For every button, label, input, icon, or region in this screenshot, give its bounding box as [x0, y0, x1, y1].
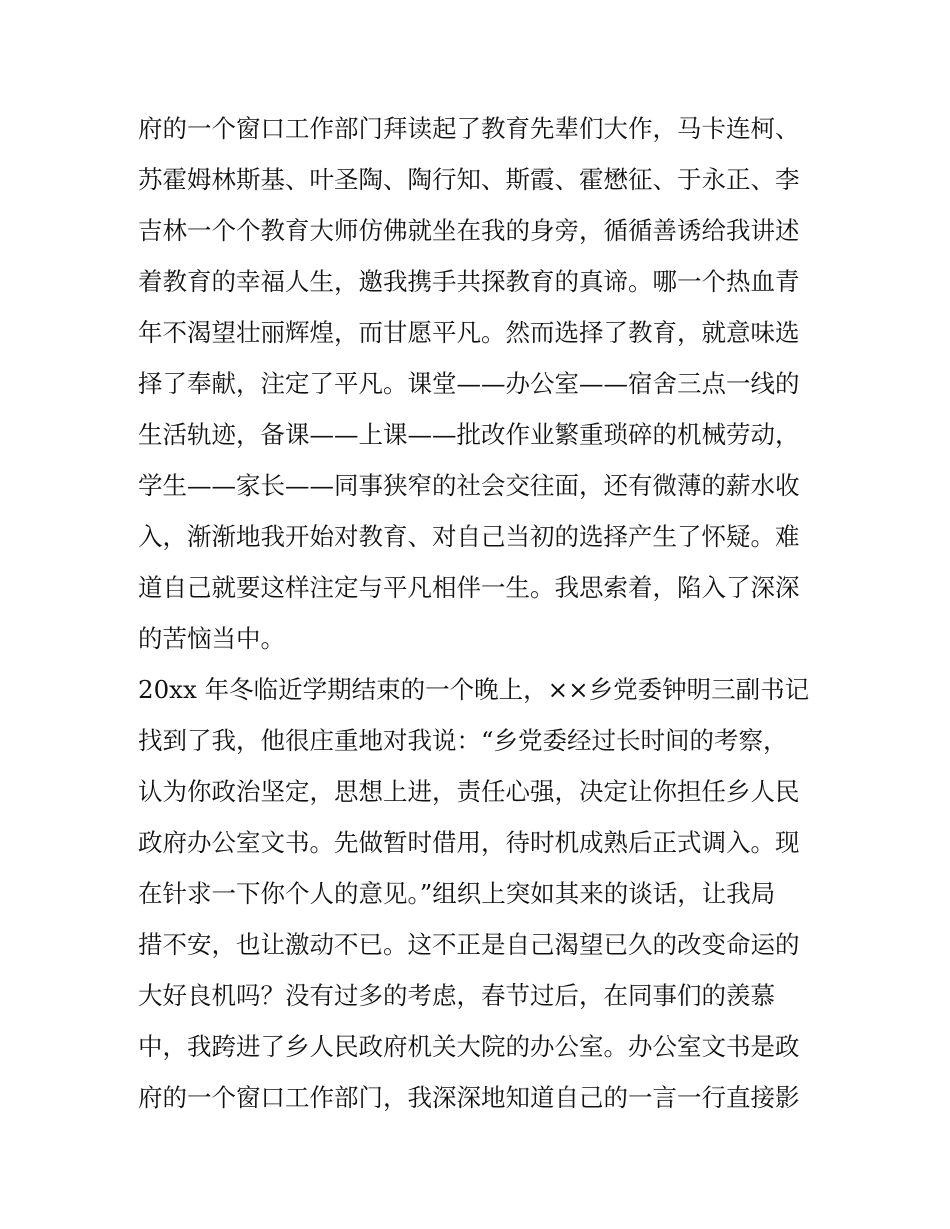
text-line: 中，我跨进了乡人民政府机关大院的办公室。办公室文书是政	[138, 1032, 800, 1061]
text-line: 入，渐渐地我开始对教育、对自己当初的选择产生了怀疑。难	[138, 522, 800, 551]
text-line: 20xx 年冬临近学期结束的一个晚上，××乡党委钟明三副书记	[138, 675, 810, 704]
text-line: 苏霍姆林斯基、叶圣陶、陶行知、斯霞、霍懋征、于永正、李	[138, 165, 800, 194]
text-line: 道自己就要这样注定与平凡相伴一生。我思索着，陷入了深深	[138, 573, 800, 602]
text-line: 吉林一个个教育大师仿佛就坐在我的身旁，循循善诱给我讲述	[138, 216, 800, 245]
text-line: 生活轨迹，备课——上课——批改作业繁重琐碎的机械劳动，	[138, 420, 800, 449]
text-line: 在针求一下你个人的意见。”组织上突如其来的谈话，让我局	[138, 879, 776, 908]
text-line: 择了奉献，注定了平凡。课堂——办公室——宿舍三点一线的	[138, 369, 800, 398]
text-line: 学生——家长——同事狭窄的社会交往面，还有微薄的薪水收	[138, 471, 800, 500]
text-line: 年不渴望壮丽辉煌，而甘愿平凡。然而选择了教育，就意味选	[138, 318, 800, 347]
text-line: 认为你政治坚定，思想上进，责任心强，决定让你担任乡人民	[138, 777, 800, 806]
text-line: 府的一个窗口工作部门，我深深地知道自己的一言一行直接影	[138, 1083, 800, 1112]
text-line: 的苦恼当中。	[138, 624, 285, 653]
text-line: 大好良机吗？没有过多的考虑，春节过后，在同事们的羡慕	[138, 981, 775, 1010]
text-line: 府的一个窗口工作部门拜读起了教育先辈们大作，马卡连柯、	[138, 114, 800, 143]
text-line: 政府办公室文书。先做暂时借用，待时机成熟后正式调入。现	[138, 828, 800, 857]
text-line: 着教育的幸福人生，邀我携手共探教育的真谛。哪一个热血青	[138, 267, 800, 296]
body-text	[138, 103, 818, 1123]
text-line: 找到了我，他很庄重地对我说：“乡党委经过长时间的考察，	[138, 726, 788, 755]
text-line: 措不安，也让激动不已。这不正是自己渴望已久的改变命运的	[138, 930, 800, 959]
